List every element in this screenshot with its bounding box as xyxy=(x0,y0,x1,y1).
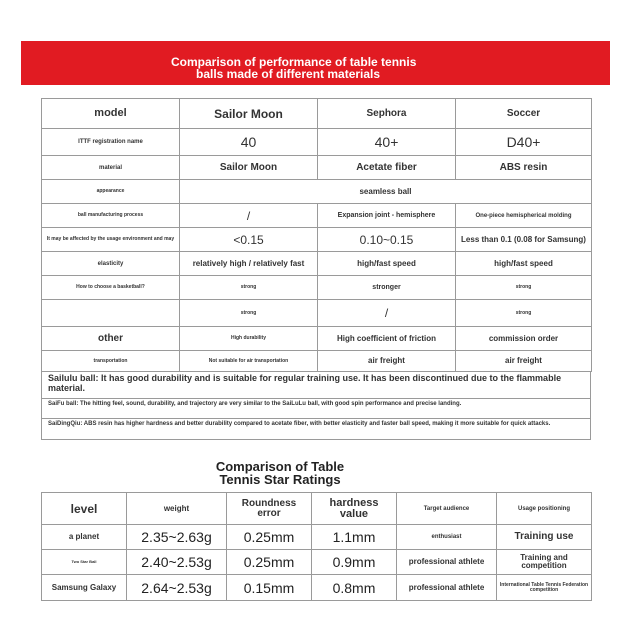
row-label: ITTF registration name xyxy=(42,129,180,156)
row-label: How to choose a basketball? xyxy=(42,276,180,300)
row-label: appearance xyxy=(42,180,180,204)
weight-cell: 2.64~2.53g xyxy=(127,575,227,601)
header-col2: Sephora xyxy=(318,99,456,129)
header-roundness: Roundness error xyxy=(227,493,312,525)
row-cell: Expansion joint - hemisphere xyxy=(318,204,456,228)
note-saifu: SaiFu ball: The hitting feel, sound, durability, and trajectory are very similar to the SaiLuLu ball, with good spin performance and precise landing. xyxy=(41,399,591,419)
header-col1: Sailor Moon xyxy=(180,99,318,129)
row-cell: <0.15 xyxy=(180,228,318,252)
row-cell: D40+ xyxy=(456,129,592,156)
table-row xyxy=(42,525,592,550)
table-row xyxy=(42,327,592,351)
table-row xyxy=(42,156,592,180)
row-cell: air freight xyxy=(456,351,592,372)
header-hardness: hardness value xyxy=(312,493,397,525)
row-cell: Less than 0.1 (0.08 for Samsung) xyxy=(456,228,592,252)
header-usage: Usage positioning xyxy=(497,493,592,525)
header-audience: Target audience xyxy=(397,493,497,525)
row-cell: strong xyxy=(456,276,592,300)
hardness-cell: 0.9mm xyxy=(312,550,397,575)
roundness-cell: 0.15mm xyxy=(227,575,312,601)
row-label: other xyxy=(42,327,180,351)
row-cell: 40 xyxy=(180,129,318,156)
row-cell: commission order xyxy=(456,327,592,351)
roundness-cell: 0.25mm xyxy=(227,525,312,550)
banner-title-line2: balls made of different materials xyxy=(196,67,381,81)
row-label: transportation xyxy=(42,351,180,372)
row-cell: air freight xyxy=(318,351,456,372)
table-row xyxy=(42,180,592,204)
usage-cell: Training and competition xyxy=(497,550,592,575)
row-cell: High durability xyxy=(180,327,318,351)
table-row xyxy=(42,300,592,327)
ratings-title-line1: Comparison of Table xyxy=(215,459,345,474)
row-cell: Sailor Moon xyxy=(180,156,318,180)
row-cell: seamless ball xyxy=(180,180,592,204)
weight-cell: 2.35~2.63g xyxy=(127,525,227,550)
row-label: ball manufacturing process xyxy=(42,204,180,228)
audience-cell: enthusiast xyxy=(397,525,497,550)
note-sailulu: Sailulu ball: It has good durability and is suitable for regular training use. It has been discontinued due to the flammable material. xyxy=(41,371,591,399)
row-cell: / xyxy=(318,300,456,327)
audience-cell: professional athlete xyxy=(397,575,497,601)
row-cell: relatively high / relatively fast xyxy=(180,252,318,276)
table-header-row xyxy=(42,99,592,129)
header-col3: Soccer xyxy=(456,99,592,129)
row-label xyxy=(42,300,180,327)
roundness-cell: 0.25mm xyxy=(227,550,312,575)
row-cell: strong xyxy=(456,300,592,327)
row-cell: / xyxy=(180,204,318,228)
row-cell: stronger xyxy=(318,276,456,300)
row-label: material xyxy=(42,156,180,180)
banner-title-line1: Comparison of performance of table tennis xyxy=(171,55,417,69)
row-cell: Acetate fiber xyxy=(318,156,456,180)
row-cell: high/fast speed xyxy=(456,252,592,276)
table-row xyxy=(42,351,592,372)
header-label: model xyxy=(42,99,180,129)
row-cell: strong xyxy=(180,276,318,300)
level-cell: Samsung Galaxy xyxy=(42,575,127,601)
table-row xyxy=(42,276,592,300)
table-row xyxy=(42,129,592,156)
ratings-table xyxy=(41,492,592,601)
usage-cell: Training use xyxy=(497,525,592,550)
row-cell: Not suitable for air transportation xyxy=(180,351,318,372)
row-cell: One-piece hemispherical molding xyxy=(456,204,592,228)
audience-cell: professional athlete xyxy=(397,550,497,575)
table-row xyxy=(42,575,592,601)
level-cell: Two Star Ball xyxy=(42,550,127,575)
ratings-title-line2: Tennis Star Ratings xyxy=(219,472,341,487)
title-banner xyxy=(21,41,610,85)
row-cell: ABS resin xyxy=(456,156,592,180)
row-cell: high/fast speed xyxy=(318,252,456,276)
table-row xyxy=(42,252,592,276)
table-row xyxy=(42,550,592,575)
hardness-cell: 0.8mm xyxy=(312,575,397,601)
hardness-cell: 1.1mm xyxy=(312,525,397,550)
note-saidingqiu: SaiDingQiu: ABS resin has higher hardness and better durability compared to acetate fiber, with better elasticity and faster ball speed, making it more suitable for quick attacks. xyxy=(41,419,591,440)
row-label: elasticity xyxy=(42,252,180,276)
row-cell: 40+ xyxy=(318,129,456,156)
materials-comparison-table xyxy=(41,98,592,372)
weight-cell: 2.40~2.53g xyxy=(127,550,227,575)
row-label: It may be affected by the usage environment and may xyxy=(42,228,180,252)
table-row xyxy=(42,228,592,252)
table-row xyxy=(42,204,592,228)
level-cell: a planet xyxy=(42,525,127,550)
row-cell: High coefficient of friction xyxy=(318,327,456,351)
header-level: level xyxy=(42,493,127,525)
row-cell: 0.10~0.15 xyxy=(318,228,456,252)
header-weight: weight xyxy=(127,493,227,525)
usage-cell: International Table Tennis Federation competition xyxy=(497,575,592,601)
row-cell: strong xyxy=(180,300,318,327)
ratings-header-row xyxy=(42,493,592,525)
